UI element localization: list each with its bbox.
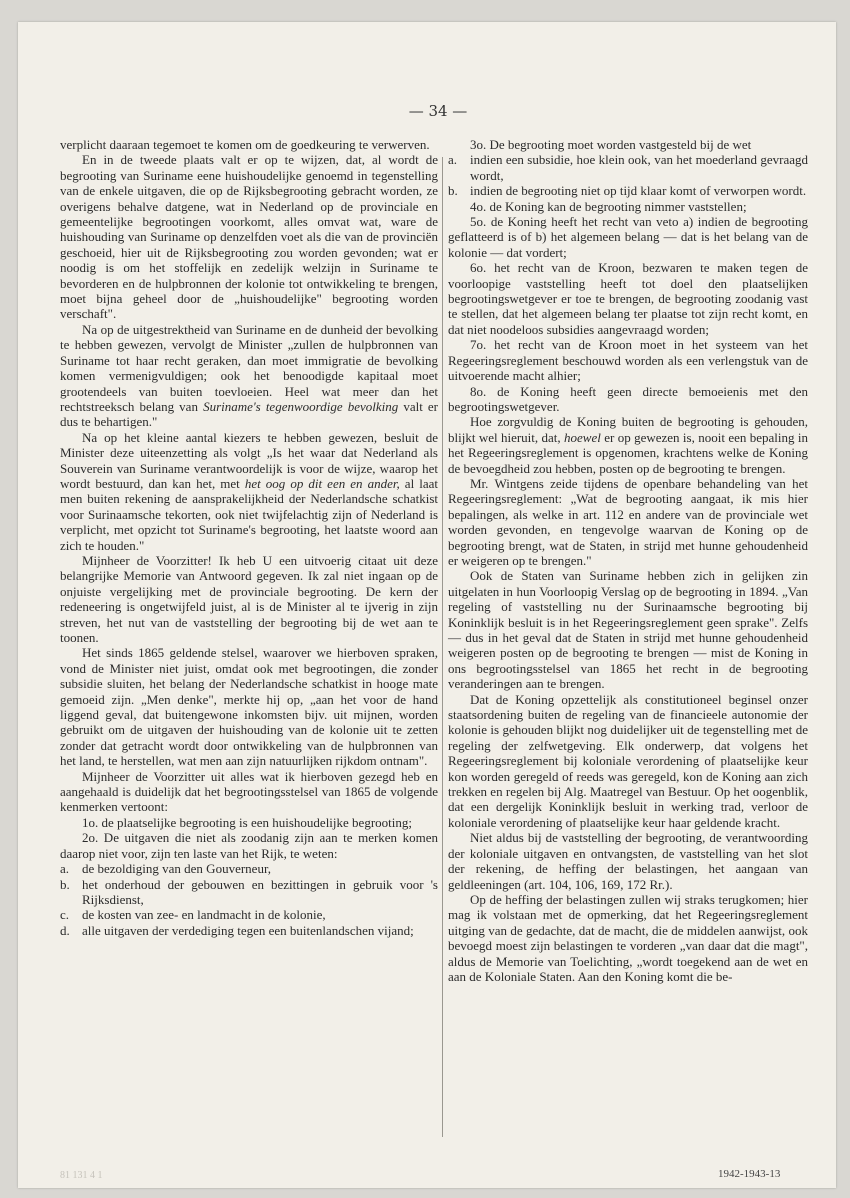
paragraph [448, 199, 808, 214]
paragraph [60, 152, 438, 321]
paragraph [448, 337, 808, 383]
paragraph [448, 830, 808, 892]
paragraph-text: 1o. de plaatselijke begrooting is een huishoudelijke begrooting; [82, 814, 412, 830]
paragraph [60, 430, 438, 553]
emphasis-text: hoewel [564, 429, 601, 445]
page-sheet [18, 22, 836, 1188]
paragraph [60, 815, 438, 830]
list-marker: d. [60, 922, 70, 938]
paragraph-text: Mijnheer de Voorzitter uit alles wat ik hierboven gezegd heb en aangehaald is duidelijk dat het begrootingsstelsel van 1865 de volgende kenmerken vertoont: [60, 768, 438, 815]
paragraph [448, 414, 808, 476]
paragraph [60, 137, 438, 152]
paragraph [448, 476, 808, 568]
list-item [60, 877, 438, 908]
paragraph [60, 553, 438, 645]
list-item [60, 923, 438, 938]
emphasis-text: het oog op dit een en ander, [244, 475, 400, 491]
paragraph-text: verplicht daaraan tegemoet te komen om de goedkeuring te verwerven. [60, 137, 430, 152]
paragraph-text: 7o. het recht van de Kroon moet in het systeem van het Regeeringsreglement beschouwd worden als een verlengstuk van de uitvoerende macht alhier; [448, 337, 808, 384]
paragraph [448, 568, 808, 691]
paragraph-text: valt er dus te behartigen." [60, 398, 439, 430]
paragraph-text: Na op het kleine aantal kiezers te hebben gewezen, besluit de Minister deze uiteenzetting als volgt „Is het waar dat Nederland als Souverein van Suriname verantwoordelijk is voor de wijze, waarop het wordt bestuurd, dan kan het, met [60, 429, 438, 491]
footer-date: 1942-1943-13 [718, 1168, 781, 1180]
paragraph-text: 2o. De uitgaven die niet als zoodanig zijn aan te merken komen daarop niet voor, zijn ten laste van het Rijk, te weten: [60, 830, 438, 861]
paragraph [448, 214, 808, 260]
paragraph-text: al laat men buiten rekening de aansprakelijkheid der Nederlandsche schatkist voor Surinaamsche tekorten, ook niet twijfelachtig zijn of Nederland is verplicht, met opzicht tot Suriname's begrooting, het laatste woord aan zich te houden." [60, 475, 439, 553]
paragraph-text: Hoe zorgvuldig de Koning buiten de begrooting is gehouden, blijkt wel hieruit, dat, [448, 414, 808, 445]
list-item-text: indien de begrooting niet op tijd klaar komt of verworpen wordt. [470, 183, 807, 199]
paragraph-text: Na op de uitgestrektheid van Suriname en de dunheid der bevolking te hebben gewezen, vervolgt de Minister „zullen de hulpbronnen van Suriname tot haar recht geraken, dan moet immigratie de bevolking komen vermenigvuldigen; ook het benoodigde kapitaal moet grootendeels van buiten toevloeien. Heel wat meer dan het rechtstreeksch belang van [60, 321, 438, 414]
paragraph-text: En in de tweede plaats valt er op te wijzen, dat, al wordt de begrooting van Suriname eene huishoudelijke genoemd in tegenstelling van de enkele uitgaven, die op de Rijksbegrooting gebracht worden, ze overigens behalve datgene, wat in Nederland op de provinciale en gemeentelijke begrootingen voorkomt, alles omvat wat, ware de huishouding van Suriname op denzelfden voet als die van de provinciën geschoeid, hier uit de Rijksbegrooting zou worden gevonden; wat er noodig is om het stoffelijk en zedelijk welzijn in Suriname te bevorderen en de hulpbronnen der kolonie tot ontwikkeling te brengen, moet bijna geheel door de „huishoudelijke" begrooting worden verschaft". [60, 152, 438, 322]
list-marker: b. [448, 183, 458, 199]
list-item-text: de bezoldiging van den Gouverneur, [82, 861, 272, 877]
paragraph-text: Op de heffing der belastingen zullen wij straks terugkomen; hier mag ik volstaan met de opmerking, dat het Regeeringsreglement uitging van de gedachte, dat de macht, die de middelen aanwijst, ook bevoegd moest zijn belastingen te vorderen „van daar dat die magt", aldus de Memorie van Toelichting, „wordt toegekend aan de wet en aan de Koloniale Staten. Aan den Koning komt die be- [448, 891, 808, 984]
paragraph [60, 322, 438, 430]
list-item [60, 861, 438, 876]
paragraph-text: 8o. de Koning heeft geen directe bemoeienis met den begrootingswetgever. [448, 383, 808, 414]
list-item-text: alle uitgaven der verdediging tegen een buitenlandschen vijand; [82, 922, 414, 938]
list-marker: b. [60, 876, 70, 892]
paragraph-text: Mijnheer de Voorzitter! Ik heb U een uitvoerig citaat uit deze belangrijke Memorie van Antwoord gegeven. Ik zal niet ingaan op de onjuiste vergelijking met de provinciale begrooting. De kern der redeneering is ongetwijfeld juist, al is de Minister al te ijverig in zijn streven, het nut van de vaststelling der begrooting bij de wet aan te toonen. [60, 552, 438, 645]
paragraph [448, 892, 808, 984]
list-item [448, 183, 808, 198]
list-item [60, 907, 438, 922]
right-column [448, 137, 808, 984]
footer-left-mark: 81 131 4 1 [60, 1170, 103, 1181]
paragraph [448, 137, 808, 152]
paragraph [448, 692, 808, 831]
column-divider [442, 157, 443, 1137]
paragraph-text: Het sinds 1865 geldende stelsel, waarover we hierboven spraken, vond de Minister niet juist, omdat ook met begrootingen, die zonder subsidie sluiten, het belang der Nederlandsche schatkist in hooge mate gemoeid zijn. „Men denke", merkte hij op, „aan het voor de hand liggend geval, dat buitengewone inkomsten bijv. uit mijnen, worden gebruikt om de uitgaven der huishouding van de kolonie uit te zetten zonder dat getracht wordt door ontwikkeling van de hulpbronnen van het land, te herstellen, wat men aan zijn natuurlijken rijkdom ontnam". [60, 645, 438, 769]
list-marker: a. [448, 152, 458, 168]
list-item-text: indien een subsidie, hoe klein ook, van het moederland gevraagd wordt, [470, 152, 808, 183]
paragraph-text: Mr. Wintgens zeide tijdens de openbare behandeling van het Regeeringsreglement: „Wat de begrooting aangaat, ik mis hier bepalingen, als welke in art. 112 en andere van de provinciale wet worden gevonden, en tengevolge waarvan de Koning op de begrooting brengt, wat de Staten, in strijd met hunne gehoudenheid er weigeren op te brengen." [448, 475, 808, 568]
list-marker: a. [60, 861, 70, 877]
paragraph [60, 645, 438, 768]
paragraph [60, 769, 438, 815]
emphasis-text: Suriname's tegenwoordige bevolking [203, 398, 399, 414]
paragraph-text: 5o. de Koning heeft het recht van veto a) indien de begrooting geflatteerd is of b) het algemeen belang — dat is het belang van de kolonie — dat vordert; [448, 214, 808, 260]
paragraph-text: er op gewezen is, nooit een bepaling in het Regeeringsreglement is opgenomen, krachtens welke de Koning de bevoegdheid zou hebben, posten op de begrooting te brengen. [448, 429, 808, 476]
list-item-text: het onderhoud der gebouwen en bezittingen in gebruik voor 's Rijksdienst, [82, 876, 438, 907]
list-marker: c. [60, 907, 70, 923]
paragraph-text: Ook de Staten van Suriname hebben zich in gelijken zin uitgelaten in hun Voorloopig Verslag op de begrooting in 1894. „Van regeling of vaststelling nu der Surinaamsche begrooting bij Koninklijk besluit is in het Regeeringsreglement geen sprake". Zelfs — dus in het geval dat de Staten in strijd met hunne gehoudenheid weigeren posten op de begrooting te brengen — mist de Koning in ons begrootingsstelsel van 1865 het recht in de begrooting veranderingen aan te brengen. [448, 568, 808, 692]
list-item-text: de kosten van zee- en landmacht in de kolonie, [82, 907, 326, 923]
paragraph [60, 830, 438, 861]
page-number: — 34 — [408, 102, 468, 120]
paragraph [448, 384, 808, 415]
paragraph-text: Dat de Koning opzettelijk als constitutioneel beginsel onzer staatsordening buiten de regeling van de financieele autonomie der kolonie is gehouden blijkt nog duidelijker uit de tegenstelling met de regeling der zelfwetgeving. Elk onderwerp, dat volgens het Regeeringsreglement bij koloniale verordening of plaatselijke keur kon worden geregeld of reeds was geregeld, kon de Koning aan zich trekken en regelen bij Alg. Maatregel van Bestuur. Op het oogenblik, dat een dergelijk Koninklijk besluit in werking trad, verloor de koloniale verordening of plaatselijke keur haar geldende kracht. [448, 691, 808, 830]
paragraph-text: 4o. de Koning kan de begrooting nimmer vaststellen; [470, 198, 747, 214]
paragraph-text: Niet aldus bij de vaststelling der begrooting, de verantwoording der koloniale uitgaven en ontvangsten, de vaststelling van het slot der rekening, de heffing der belastingen, het aangaan van geldleeningen (art. 104, 106, 169, 172 Rr.). [448, 830, 808, 892]
paragraph-text: 3o. De begrooting moet worden vastgesteld bij de wet [470, 137, 752, 152]
paragraph [448, 260, 808, 337]
list-item [448, 152, 808, 183]
left-column [60, 137, 438, 938]
paragraph-text: 6o. het recht van de Kroon, bezwaren te maken tegen de voorloopige vaststelling heeft tot doel den plaatselijken begrootingswetgever er toe te brengen, de begrooting zoodanig vast te stellen, dat het algemeen belang ter plaatse tot zijn recht komt, en dat niet noodeloos subsidies aangevraagd worden; [448, 260, 808, 337]
